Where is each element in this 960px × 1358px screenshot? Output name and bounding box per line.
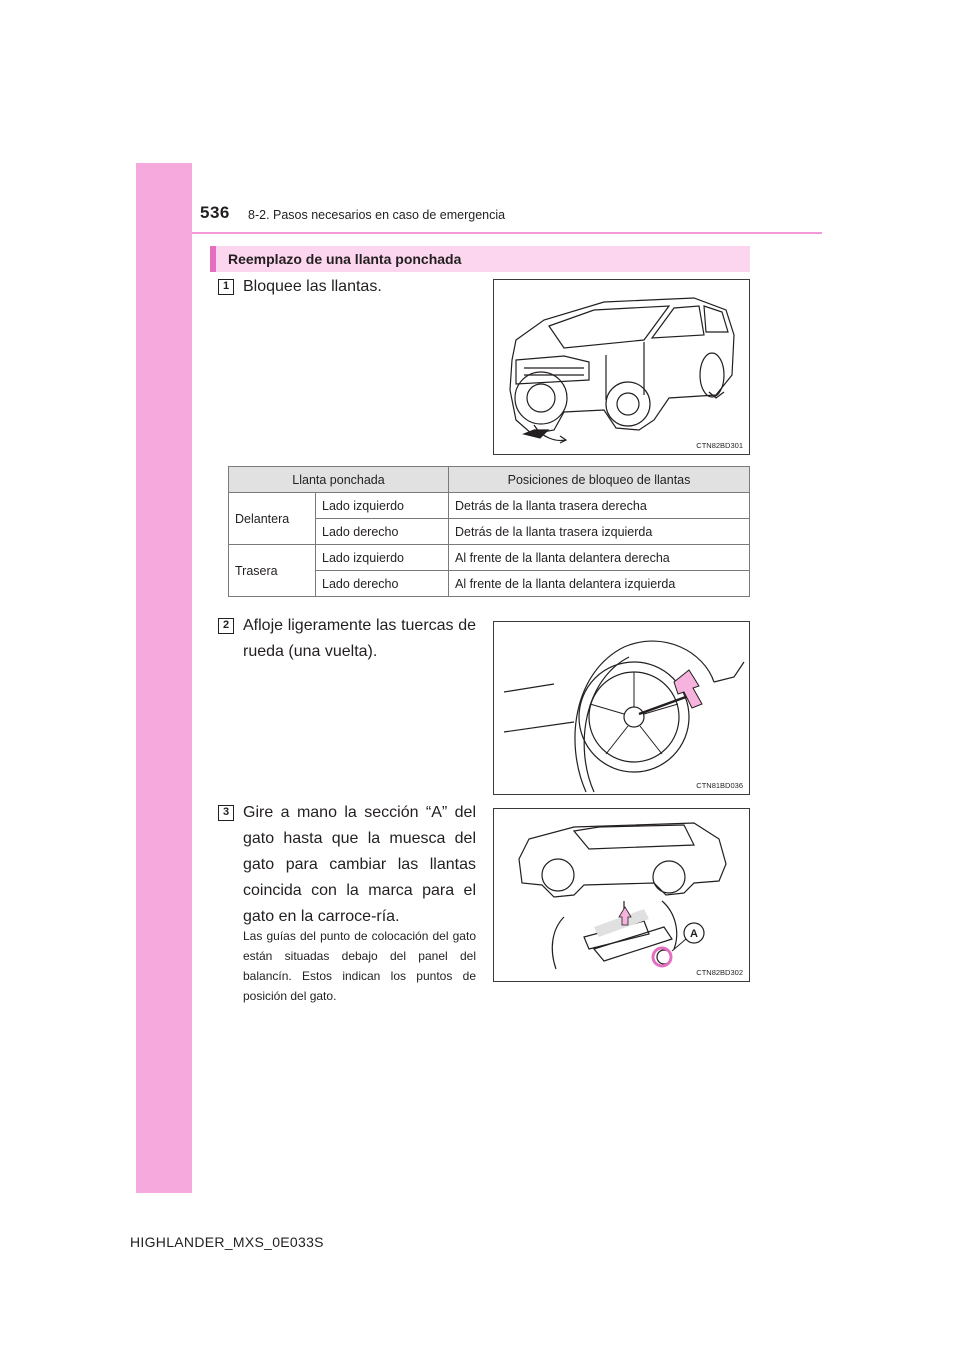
step-number-1: 1 — [218, 279, 234, 295]
table-cell-side: Lado derecho — [316, 519, 449, 545]
side-band — [136, 163, 192, 1193]
table-cell-position: Detrás de la llanta trasera derecha — [449, 493, 750, 519]
figure-code: CTN81BD036 — [696, 781, 743, 790]
table-header-row — [229, 467, 750, 493]
figure-jack-position — [493, 808, 750, 982]
table-group-label: Delantera — [229, 493, 316, 545]
step-number-2: 2 — [218, 618, 234, 634]
step-number-3: 3 — [218, 805, 234, 821]
chapter-title: 8-2. Pasos necesarios en caso de emergencia — [248, 208, 506, 222]
figure-code: CTN82BD301 — [696, 441, 743, 450]
table-cell-position: Detrás de la llanta trasera izquierda — [449, 519, 750, 545]
step-2-text: Afloje ligeramente las tuercas de rueda (una vuelta). — [243, 617, 476, 660]
page-number: 536 — [200, 203, 230, 222]
callout-a: A — [690, 928, 698, 940]
figure-code: CTN82BD302 — [696, 968, 743, 977]
jack-illustration — [494, 809, 751, 983]
wheel-block-table — [228, 466, 750, 597]
table-header-block-positions: Posiciones de bloqueo de llantas — [449, 467, 750, 493]
table-header-flat-tire: Llanta ponchada — [229, 467, 449, 493]
table-cell-position: Al frente de la llanta delantera derecha — [449, 545, 750, 571]
step-3-note: Las guías del punto de colocación del gato están situadas debajo del panel del balancín. Estos indican los puntos de posición del gato. — [243, 929, 476, 1003]
section-bar — [210, 246, 750, 272]
table-group-label: Trasera — [229, 545, 316, 597]
table-cell-side: Lado derecho — [316, 571, 449, 597]
table-cell-position: Al frente de la llanta delantera izquierda — [449, 571, 750, 597]
header-rule — [192, 232, 822, 234]
table-cell-side: Lado izquierdo — [316, 545, 449, 571]
section-title: Reemplazo de una llanta ponchada — [228, 251, 462, 267]
step-3-text: Gire a mano la sección “A” del gato hasta que la muesca del gato para cambiar las llantas coincida con la marca para el gato en la carroce-ría. — [243, 804, 476, 925]
table-cell-side: Lado izquierdo — [316, 493, 449, 519]
figure-block-tires — [493, 279, 750, 455]
table-row — [229, 493, 750, 519]
table-row — [229, 545, 750, 571]
footer-doc-code: HIGHLANDER_MXS_0E033S — [130, 1234, 324, 1250]
wheel-wrench-illustration — [494, 622, 751, 796]
figure-loosen-nuts — [493, 621, 750, 795]
suv-front-illustration — [494, 280, 751, 456]
step-1-text: Bloquee las llantas. — [243, 278, 382, 295]
